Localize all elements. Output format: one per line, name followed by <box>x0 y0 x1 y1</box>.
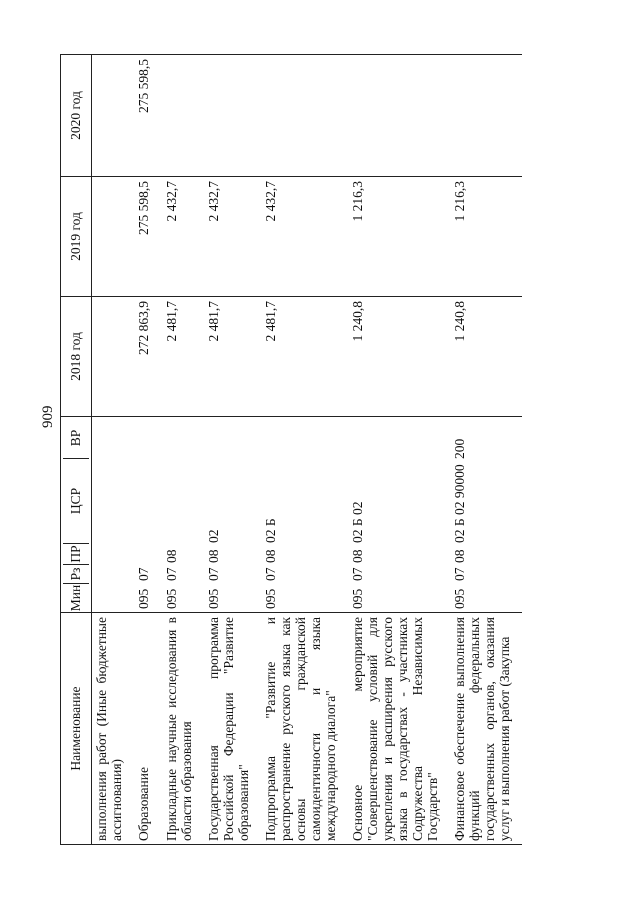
row-name: Государственная программа Российской Федерации "Развитие образования" <box>204 613 253 845</box>
row-codes <box>348 417 442 613</box>
row-codes <box>204 417 253 613</box>
row-spacer-cell <box>196 297 204 417</box>
row-spacer-cell <box>253 417 261 613</box>
row-spacer-cell <box>340 177 348 297</box>
row-y2020 <box>450 55 514 177</box>
row-spacer <box>126 55 134 845</box>
row-spacer <box>154 55 162 845</box>
table-row <box>134 55 154 845</box>
row-name: Прикладные научные исследования в области образования <box>162 613 196 845</box>
row-codes-group <box>206 420 222 609</box>
row-spacer-cell <box>514 297 522 417</box>
row-spacer-cell <box>253 177 261 297</box>
row-min: 095 <box>164 588 179 609</box>
row-rz: 07 <box>136 567 151 581</box>
row-spacer-cell <box>514 177 522 297</box>
row-codes-group <box>164 420 180 609</box>
table-row <box>450 55 514 845</box>
table-header-row <box>61 55 92 845</box>
row-spacer-cell <box>154 297 162 417</box>
row-y2019: 275 598,5 <box>134 177 154 297</box>
row-y2019: 1 216,3 <box>450 177 514 297</box>
header-name: Наименование <box>61 613 92 845</box>
row-y2019 <box>92 177 127 297</box>
row-y2020 <box>348 55 442 177</box>
row-codes <box>261 417 340 613</box>
row-csr: 02 Б 02 <box>350 501 365 543</box>
row-spacer-cell <box>253 297 261 417</box>
row-spacer-cell <box>442 417 450 613</box>
row-name: выполнения работ (Иные бюджетные ассигнования) <box>92 613 127 845</box>
row-min: 095 <box>452 588 467 609</box>
budget-table <box>60 54 522 845</box>
row-spacer-cell <box>126 55 134 177</box>
row-spacer-cell <box>340 297 348 417</box>
row-spacer-cell <box>442 613 450 845</box>
header-min: Мин <box>63 583 89 612</box>
header-2018: 2018 год <box>61 297 92 417</box>
row-spacer-cell <box>340 55 348 177</box>
header-rz: Рз <box>63 564 89 583</box>
row-csr: 02 Б <box>263 518 278 543</box>
row-name: Финансовое обеспечение выполнения функций федеральных государственных органов, оказания услуг и выполнения работ (Закупка <box>450 613 514 845</box>
row-y2018: 2 481,7 <box>204 297 253 417</box>
row-spacer-cell <box>442 55 450 177</box>
row-spacer-cell <box>514 55 522 177</box>
row-spacer-cell <box>126 177 134 297</box>
row-codes <box>92 417 127 613</box>
row-y2019: 2 432,7 <box>204 177 253 297</box>
row-spacer-cell <box>154 613 162 845</box>
row-pr: 08 <box>164 549 179 563</box>
row-y2018: 1 240,8 <box>450 297 514 417</box>
row-spacer-cell <box>196 613 204 845</box>
page-number: 909 <box>40 405 56 428</box>
row-csr: 02 <box>206 529 221 543</box>
row-pr: 08 <box>350 549 365 563</box>
row-pr: 08 <box>263 549 278 563</box>
row-y2018 <box>92 297 127 417</box>
row-spacer-cell <box>253 55 261 177</box>
row-codes-group <box>136 420 152 609</box>
row-spacer-cell <box>514 417 522 613</box>
row-name: Подпрограмма "Развитие и распространение русского языка как основы гражданской самоидентичности и языка международного диалога" <box>261 613 340 845</box>
row-codes-group <box>263 420 279 609</box>
table-row <box>204 55 253 845</box>
row-y2018: 272 863,9 <box>134 297 154 417</box>
row-y2020: 275 598,5 <box>134 55 154 177</box>
row-codes-group <box>350 420 366 609</box>
table-row <box>261 55 340 845</box>
row-spacer-cell <box>154 417 162 613</box>
row-codes <box>134 417 154 613</box>
header-codes <box>61 417 92 613</box>
header-2020: 2020 год <box>61 55 92 177</box>
row-min: 095 <box>263 588 278 609</box>
row-rz: 07 <box>263 567 278 581</box>
row-spacer-cell <box>340 613 348 845</box>
header-vr: ВР <box>68 429 83 447</box>
row-codes <box>450 417 514 613</box>
row-y2018: 1 240,8 <box>348 297 442 417</box>
budget-table-rotated <box>60 55 600 845</box>
row-spacer <box>196 55 204 845</box>
row-spacer-cell <box>340 417 348 613</box>
row-rz: 07 <box>206 567 221 581</box>
row-y2019: 1 216,3 <box>348 177 442 297</box>
row-rz: 07 <box>350 567 365 581</box>
row-y2020 <box>204 55 253 177</box>
row-y2020 <box>261 55 340 177</box>
row-y2019: 2 432,7 <box>261 177 340 297</box>
row-y2018: 2 481,7 <box>261 297 340 417</box>
row-spacer-cell <box>196 55 204 177</box>
row-rz: 07 <box>164 567 179 581</box>
table-row <box>162 55 196 845</box>
row-y2019: 2 432,7 <box>162 177 196 297</box>
row-codes-group <box>452 420 468 609</box>
row-spacer-cell <box>514 613 522 845</box>
row-spacer <box>340 55 348 845</box>
row-codes <box>162 417 196 613</box>
row-spacer-cell <box>126 613 134 845</box>
row-y2020 <box>92 55 127 177</box>
row-spacer-cell <box>442 297 450 417</box>
header-csr: ЦСР <box>63 458 89 543</box>
row-spacer-cell <box>196 417 204 613</box>
row-min: 095 <box>206 588 221 609</box>
row-pr: 08 <box>452 549 467 563</box>
row-spacer-cell <box>154 55 162 177</box>
row-vr: 200 <box>452 438 467 459</box>
table-row <box>348 55 442 845</box>
row-spacer-cell <box>442 177 450 297</box>
row-min: 095 <box>136 588 151 609</box>
row-name: Образование <box>134 613 154 845</box>
row-spacer <box>514 55 522 845</box>
row-min: 095 <box>350 588 365 609</box>
row-spacer-cell <box>126 417 134 613</box>
row-spacer-cell <box>196 177 204 297</box>
row-csr: 02 Б 02 90000 <box>452 464 467 543</box>
row-name: Основное мероприятие "Совершенствование условий для укрепления и расширения русского языка в государствах - участниках Содружества Независимых Государств" <box>348 613 442 845</box>
row-spacer-cell <box>126 297 134 417</box>
row-spacer-cell <box>154 177 162 297</box>
row-pr: 08 <box>206 549 221 563</box>
row-spacer <box>253 55 261 845</box>
row-y2020 <box>162 55 196 177</box>
header-pr: ПР <box>63 543 89 564</box>
row-y2018: 2 481,7 <box>162 297 196 417</box>
row-spacer-cell <box>253 613 261 845</box>
table-row <box>92 55 127 845</box>
header-2019: 2019 год <box>61 177 92 297</box>
row-rz: 07 <box>452 567 467 581</box>
row-spacer <box>442 55 450 845</box>
